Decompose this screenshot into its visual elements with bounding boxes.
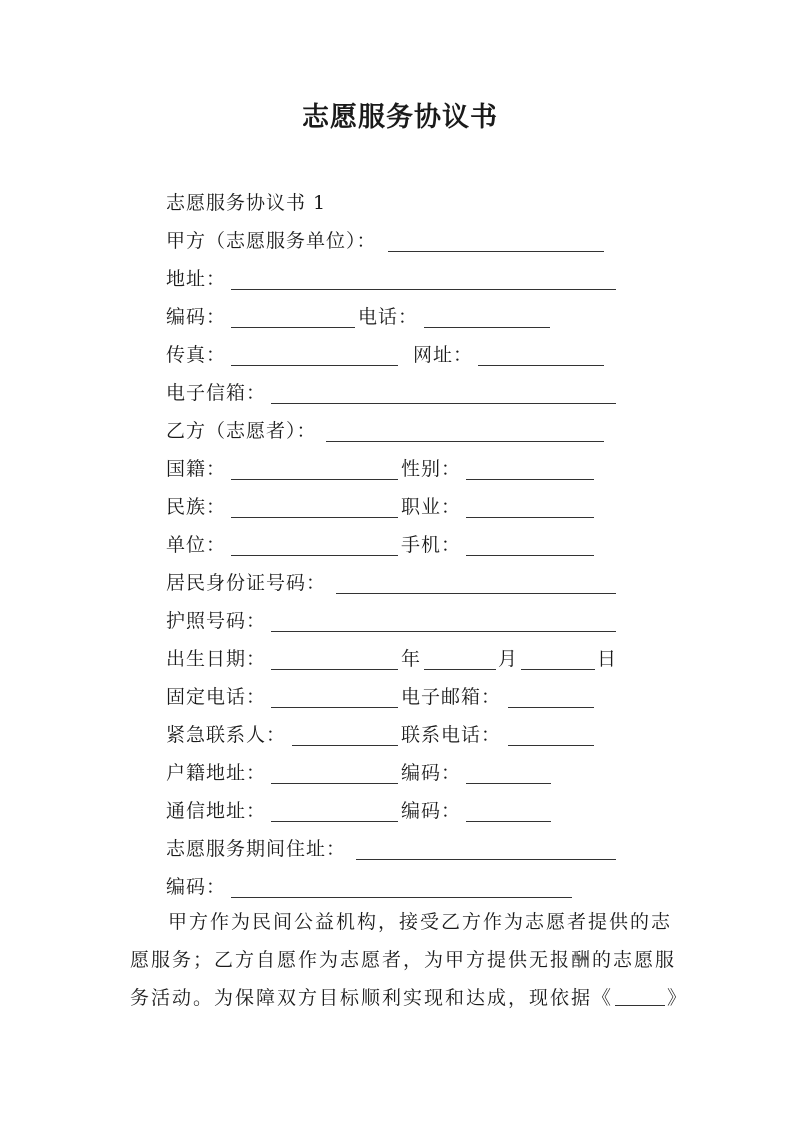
contact-phone-label: 联系电话： [401, 724, 502, 746]
postcode-field[interactable] [231, 302, 355, 332]
year-label: 年 [401, 648, 422, 670]
website-field[interactable] [478, 340, 604, 370]
gender-label: 性别： [401, 458, 462, 480]
paragraph-line-3-start: 务活动。为保障双方目标顺利实现和达成，现依据《 [130, 987, 614, 1009]
household-address-field[interactable] [271, 758, 398, 788]
party-a-field[interactable] [388, 226, 604, 256]
ethnicity-field[interactable] [231, 492, 398, 522]
website-label: 网址： [413, 344, 474, 366]
party-a-label: 甲方（志愿服务单位）： [166, 230, 377, 252]
paragraph-line-3 [130, 979, 700, 1017]
email-label: 电子邮箱： [401, 686, 502, 708]
household-address-label: 户籍地址： [166, 762, 267, 784]
gender-field[interactable] [466, 454, 594, 484]
unit-field[interactable] [231, 530, 398, 560]
address-field[interactable] [231, 264, 616, 294]
household-postcode-label: 编码： [401, 762, 462, 784]
month-label: 月 [498, 648, 519, 670]
party-b-field[interactable] [326, 416, 604, 446]
paragraph-line-2: 愿服务；乙方自愿作为志愿者，为甲方提供无报酬的志愿服 [130, 949, 677, 971]
phone-field[interactable] [424, 302, 550, 332]
law-name-field[interactable] [615, 983, 665, 1006]
agreement-paragraph [130, 903, 700, 1017]
household-postcode-field[interactable] [466, 758, 551, 788]
mailing-postcode-field[interactable] [466, 796, 551, 826]
birth-month-field[interactable] [424, 644, 496, 674]
service-postcode-field[interactable] [231, 872, 572, 902]
fax-field[interactable] [231, 340, 398, 370]
email-field[interactable] [508, 682, 594, 712]
fax-label: 传真： [166, 344, 227, 366]
email-box-label: 电子信箱： [166, 382, 267, 404]
emergency-contact-field[interactable] [292, 720, 398, 750]
unit-label: 单位： [166, 534, 227, 556]
emergency-contact-label: 紧急联系人： [166, 724, 287, 746]
contact-phone-field[interactable] [508, 720, 594, 750]
occupation-label: 职业： [401, 496, 462, 518]
service-address-field[interactable] [356, 834, 616, 864]
nationality-label: 国籍： [166, 458, 227, 480]
day-label: 日 [597, 648, 618, 670]
phone-label: 电话： [358, 306, 419, 328]
passport-field[interactable] [271, 606, 616, 636]
landline-label: 固定电话： [166, 686, 267, 708]
email-box-field[interactable] [271, 378, 616, 408]
birth-day-field[interactable] [521, 644, 595, 674]
nationality-field[interactable] [231, 454, 398, 484]
paragraph-line-1: 甲方作为民间公益机构，接受乙方作为志愿者提供的志 [168, 911, 673, 933]
document-title: 志愿服务协议书 [302, 102, 498, 133]
birth-date-label: 出生日期： [166, 648, 267, 670]
landline-field[interactable] [271, 682, 398, 712]
paragraph-line-3-end: 》 [667, 987, 689, 1009]
address-label: 地址： [166, 268, 227, 290]
service-postcode-label: 编码： [166, 876, 227, 898]
ethnicity-label: 民族： [166, 496, 227, 518]
mailing-postcode-label: 编码： [401, 800, 462, 822]
postcode-label: 编码： [166, 306, 227, 328]
occupation-field[interactable] [466, 492, 594, 522]
mailing-address-label: 通信地址： [166, 800, 267, 822]
service-address-label: 志愿服务期间住址： [166, 838, 347, 860]
document-subtitle: 志愿服务协议书 1 [166, 192, 327, 214]
id-number-label: 居民身份证号码： [166, 572, 327, 594]
birth-year-field[interactable] [271, 644, 398, 674]
passport-label: 护照号码： [166, 610, 267, 632]
id-number-field[interactable] [336, 568, 616, 598]
mobile-label: 手机： [401, 534, 462, 556]
mobile-field[interactable] [466, 530, 594, 560]
party-b-label: 乙方（志愿者）： [166, 420, 317, 442]
mailing-address-field[interactable] [271, 796, 398, 826]
